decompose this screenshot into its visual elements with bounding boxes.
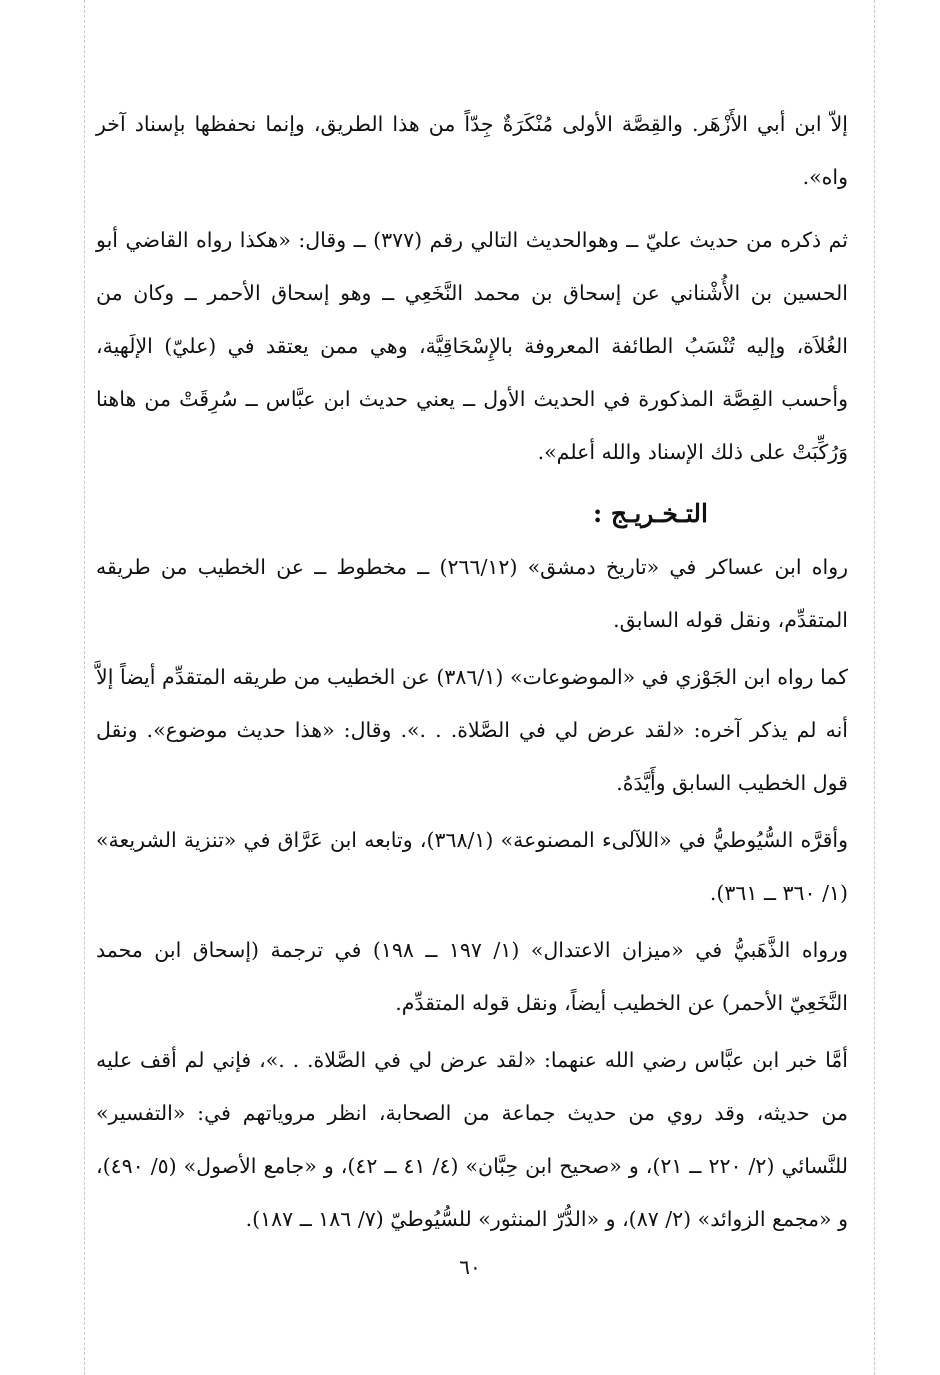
- scan-edge-right: [874, 0, 875, 1375]
- page-number: ٦٠: [459, 1255, 481, 1279]
- paragraph-3: رواه ابن عساكر في «تاريخ دمشق» (٢٦٦/١٢) ــ مخطوط ــ عن الخطيب من طريقه المتقدِّم، ونقل قوله السابق.: [96, 555, 848, 632]
- paragraph-4: كما رواه ابن الجَوْزي في «الموضوعات» (٣٨٦/١) عن الخطيب من طريقه المتقدِّم أيضاً إلاَّ أنه لم يذكر آخره: «لقد عرض لي في الصَّلاة. . .». وقال: «هذا حديث موضوع». ونقل قول الخطيب السابق وأَيَّدَهُ.: [96, 665, 848, 795]
- main-text: [96, 98, 848, 1250]
- section-heading: التـخـريـج :: [592, 499, 708, 528]
- paragraph-2: ثم ذكره من حديث عليّ ــ وهوالحديث التالي رقم (٣٧٧) ــ وقال: «هكذا رواه القاضي أبو الحسين بن الأُشْناني عن إسحاق بن محمد النَّخَعِي ــ وهو إسحاق الأحمر ــ وكان من الغُلاَة، وإليه تُنْسَبُ الطائفة المعروفة بالإِسْحَاقِيَّة، وهي ممن يعتقد في (عليّ) الإلَهية، وأحسب القِصَّة المذكورة في الحديث الأول ــ يعني حديث ابن عبَّاس ــ سُرِقَتْ من هاهنا وَرُكِّبَتْ على ذلك الإسناد والله أعلم».: [96, 228, 848, 464]
- paragraph-7: أمَّا خبر ابن عبَّاس رضي الله عنهما: «لقد عرض لي في الصَّلاة. . .»، فإني لم أقف عليه من حديثه، وقد روي من حديث جماعة من الصحابة، انظر مروياتهم في: «التفسير» للنَّسائي (٢/ ٢٢٠ ــ ٢١)، و «صحيح ابن حِبَّان» (٤/ ٤١ ــ ٤٢)، و «جامع الأصول» (٥/ ٤٩٠)، و «مجمع الزوائد» (٢/ ٨٧)، و «الدُّرّ المنثور» للسُّيُوطيّ (٧/ ١٨٦ ــ ١٨٧).: [96, 1048, 848, 1231]
- paragraph-5: وأقرَّه السُّيُوطيُّ في «اللآلىء المصنوعة» (٣٦٨/١)، وتابعه ابن عَرَّاق في «تنزية الشريعة» (١/ ٣٦٠ ــ ٣٦١).: [96, 828, 849, 905]
- paragraph-1: إلاّ ابن أبي الأَزْهَر. والقِصَّة الأولى مُنْكَرَةٌ جِدّاً من هذا الطريق، وإنما نحفظها بإسناد آخر واه».: [96, 112, 848, 189]
- scan-edge-left: [84, 0, 85, 1375]
- paragraph-6: ورواه الذَّهَبيُّ في «ميزان الاعتدال» (١/ ١٩٧ ــ ١٩٨) في ترجمة (إسحاق ابن محمد النَّخَعِيّ الأحمر) عن الخطيب أيضاً، ونقل قوله المتقدِّم.: [96, 938, 848, 1015]
